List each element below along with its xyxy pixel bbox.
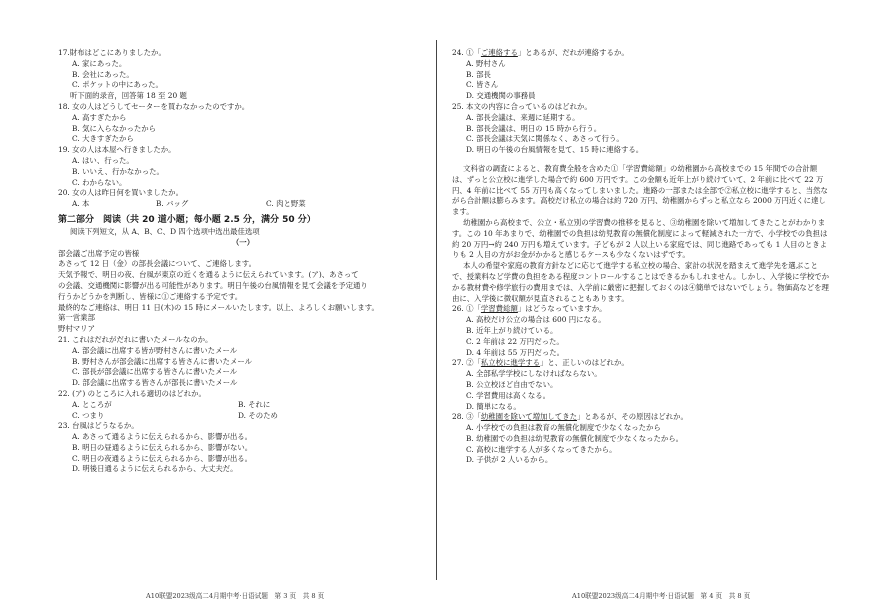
q17-option-a: A. 家にあった。 [72,58,127,68]
q27-stem-pre: 27. ②「 [452,358,481,368]
q27-stem-post: 」と、正しいのはどれか。 [540,358,629,368]
q23-option-d: D. 明後日通るように伝えられるから、大丈夫だ。 [72,464,238,474]
passage1-number: （一） [231,237,255,247]
q18-option-a: A. 高すぎたから [72,112,127,122]
section2-title: 第二部分 阅读（共 20 道小题；每小题 2.5 分，满分 50 分） [58,214,316,225]
passage1-line-1: 部会議ご出席予定の皆様 [58,248,140,258]
q19-option-b: B. いいえ、行かなかった。 [72,166,164,176]
q24-stem-post: 」とあるが、だれが連絡するか。 [517,48,629,57]
passage1-line-5: 行うかどうかを判断し、皆様に①ご連絡する予定です。 [58,291,243,301]
passage1-line-2: あさって 12 日（金）の部長会議について、ご連絡します。 [58,259,256,269]
q22-option-c: C. つまり [72,410,105,420]
q24-option-a: A. 野村さん [466,58,506,68]
q21-stem: 21. これはだれがだれに書いたメールなのか。 [58,334,213,344]
q22-option-a: A. ところが [72,399,112,409]
right-page [452,48,830,466]
q23-option-a: A. あさって通るように伝えられるから、影響が出る。 [72,432,253,442]
q18-option-b: B. 気に入らなかったから [72,123,157,133]
q20-stem: 20. 女の人は昨日何を買いましたか。 [58,188,183,198]
q28-option-d: D. 子供が 2 人いるから。 [466,455,553,465]
left-page-footer: A10联盟2023级高二4月期中考·日语试题 第 3 页 共 8 页 [146,592,325,600]
listening-note: 听下面的录音，回答第 18 至 20 题 [70,91,187,101]
q21-option-b: B. 野村さんが部会議に出席する皆さんに書いたメール [72,356,252,366]
q19-stem: 19. 女の人は本屋へ行きましたか。 [58,145,176,155]
q19-option-a: A. はい、行った。 [72,155,134,165]
q18-stem: 18. 女の人はどうしてセーターを買わなかったのですか。 [58,101,250,111]
q26-option-a: A. 高校だけ公立の場合は 600 円になる。 [466,315,606,325]
q22-option-b: B. それに [238,399,271,409]
q21-option-a: A. 部会議に出席する皆が野村さんに書いたメール [72,345,238,355]
passage1-line-7: 第一営業部 [58,313,95,323]
passage1-line-3: 天気予報で、明日の夜、台風が東京の近くを通るように伝えられています。(ア)、あさって [58,270,359,280]
q17-stem: 17.財布はどこにありましたか。 [58,48,166,57]
q28-stem [452,412,830,423]
q24-stem-underlined: ご連絡する [480,48,518,57]
q27-stem-underlined: 私立校に進学する [480,358,541,368]
q24-stem [452,48,830,59]
passage2-paragraph-1: 文科省の調査によると、教育費全般を含めた①「学習費総額」の幼稚園から高校までの 15 年間での合計額は、ずっと公立校に進学した場合で約 600 万円です。この金額も近年上がり続けていて、2 年前に比べて 22 万円、4 年前に比べて 55 万円も高くなってしまいました。進路の一部または全部で②私立校に進学すると、当然ながら合計額は膨らみます。高校だけ私立の場合は約 720 万円、幼稚園からずっと私立なら 2000 万円近くに達します。 [452,163,828,217]
q28-option-a: A. 小学校での負担は教育の無償化制度で少なくなったから [466,423,661,433]
q23-option-c: C. 明日の夜通るように伝えられるから、影響が出る。 [72,453,253,463]
q25-option-c: C. 部長会議は天気に関係なく、あさって行う。 [466,134,624,144]
q26-stem-underlined: 学習費総額 [480,304,518,314]
q26-option-c: C. 2 年前は 22 万円だった。 [466,336,564,346]
q21-option-c: C. 部長が部会議に出席する皆さんに書いたメール [72,367,238,377]
q26-option-d: D. 4 年前は 55 万円だった。 [466,347,565,357]
q22-stem: 22. (ア) のところに入れる適切のはどれか。 [58,388,206,398]
q27-stem [452,358,830,369]
q19-option-c: C. わからない。 [72,177,127,187]
q28-stem-post: 」とあるが、その原因はどれか。 [576,412,688,422]
page-divider [436,40,437,580]
q20-options [58,199,428,210]
q22-option-d: D. そのため [238,410,278,420]
q20-option-a: A. 本 [72,199,90,209]
q23-option-b: B. 明日の昼通るように伝えられるから、影響がない。 [72,442,253,452]
section2-instructions: 阅读下列短文，从 A、B、C、D 四个选项中选出最佳选项 [70,226,260,236]
q28-stem-underlined: 幼稚園を除いて増加してきた [480,412,577,422]
q25-stem: 25. 本文の内容に合っているのはどれか。 [452,101,592,111]
right-page-footer: A10联盟2023级高二4月期中考·日语试题 第 4 页 共 8 页 [572,592,751,600]
q26-stem-post: 」はどうなっていますか。 [517,304,607,314]
q25-option-b: B. 部長会議は、明日の 15 時から行う。 [466,123,602,133]
q28-option-b: B. 幼稚園での負担は幼児教育の無償化制度で少なくなったから。 [466,433,684,443]
left-page [58,48,428,475]
q27-option-a: A. 全部私学学校にしなければならない。 [466,369,602,379]
q27-option-d: D. 簡単になる。 [466,401,521,411]
passage1-line-4: の会議、交通機関に影響が出る可能性があります。明日午後の台風情報を見て会議を予定通り [58,280,368,290]
q21-option-d: D. 部会議に出席する皆さんが部長に書いたメール [72,378,238,388]
q20-option-c: C. 肉と野菜 [266,199,306,209]
q25-option-d: D. 明日の午後の台風情報を見て、15 時に連絡する。 [466,145,644,155]
q28-option-c: C. 高校に進学する人が多くなってきたから。 [466,444,617,454]
q24-option-d: D. 交通機関の事務員 [466,91,536,101]
q17-option-b: B. 会社にあった。 [72,69,134,79]
q25-option-a: A. 部長会議は、来週に延期する。 [466,112,580,122]
q20-option-b: B. バッグ [156,199,189,209]
q24-option-c: C. 皆さん [466,80,499,90]
passage1-line-6: 最終的なご連絡は、明日 11 日(木)の 15 時にメールいたします。以上、よろしくお願いします。 [58,302,379,312]
passage2-paragraph-3: 本人の希望や家庭の教育方針などに応じて進学する私立校の場合、家計の状況を踏まえて進学先を選ぶことで、授業料など学費の負担をある程度コントロールすることはできるかもしれません。しかし、入学後に学校でかかる教材費や修学旅行の費用までは、入学前に厳密に把握しておくのは④簡単ではないでしょう。物価高などを理由に、入学後に徴収額が見直されることもあります。 [452,261,830,303]
q26-stem [452,304,830,315]
q26-option-b: B. 近年上がり続けている。 [466,325,558,335]
q22-options-row1 [58,400,428,411]
q17-option-c: C. ポケットの中にあった。 [72,80,163,90]
passage1-line-8: 野村マリア [58,324,95,334]
q24-stem-pre: 24. ①「 [452,48,481,57]
q18-option-c: C. 大きすぎたから [72,134,134,144]
q27-option-c: C. 学習費用は高くなる。 [466,390,550,400]
passage2-paragraph-2: 幼稚園から高校まで、公立・私立別の学習費の推移を見ると、③幼稚園を除いて増加してきたことがわかります。この 10 年あまりで、幼稚園での負担は幼児教育の無償化制度によって軽減された一方で、小学校での負担は約 20 万円→約 240 万円も増えています。子どもが 2 人以上いる家庭では、同じ進路であっても 1 人目のときよりも 2 人目の方がお金がかかると感じるケースも少なくないはずです。 [452,217,828,260]
q28-stem-pre: 28. ③「 [452,412,481,422]
q22-options-row2 [58,411,428,422]
q24-option-b: B. 部長 [466,69,491,79]
q23-stem: 23. 台風はどうなるか。 [58,421,139,431]
q27-option-b: B. 公立校ほど自由でない。 [466,379,558,389]
q26-stem-pre: 26. ①「 [452,304,481,314]
